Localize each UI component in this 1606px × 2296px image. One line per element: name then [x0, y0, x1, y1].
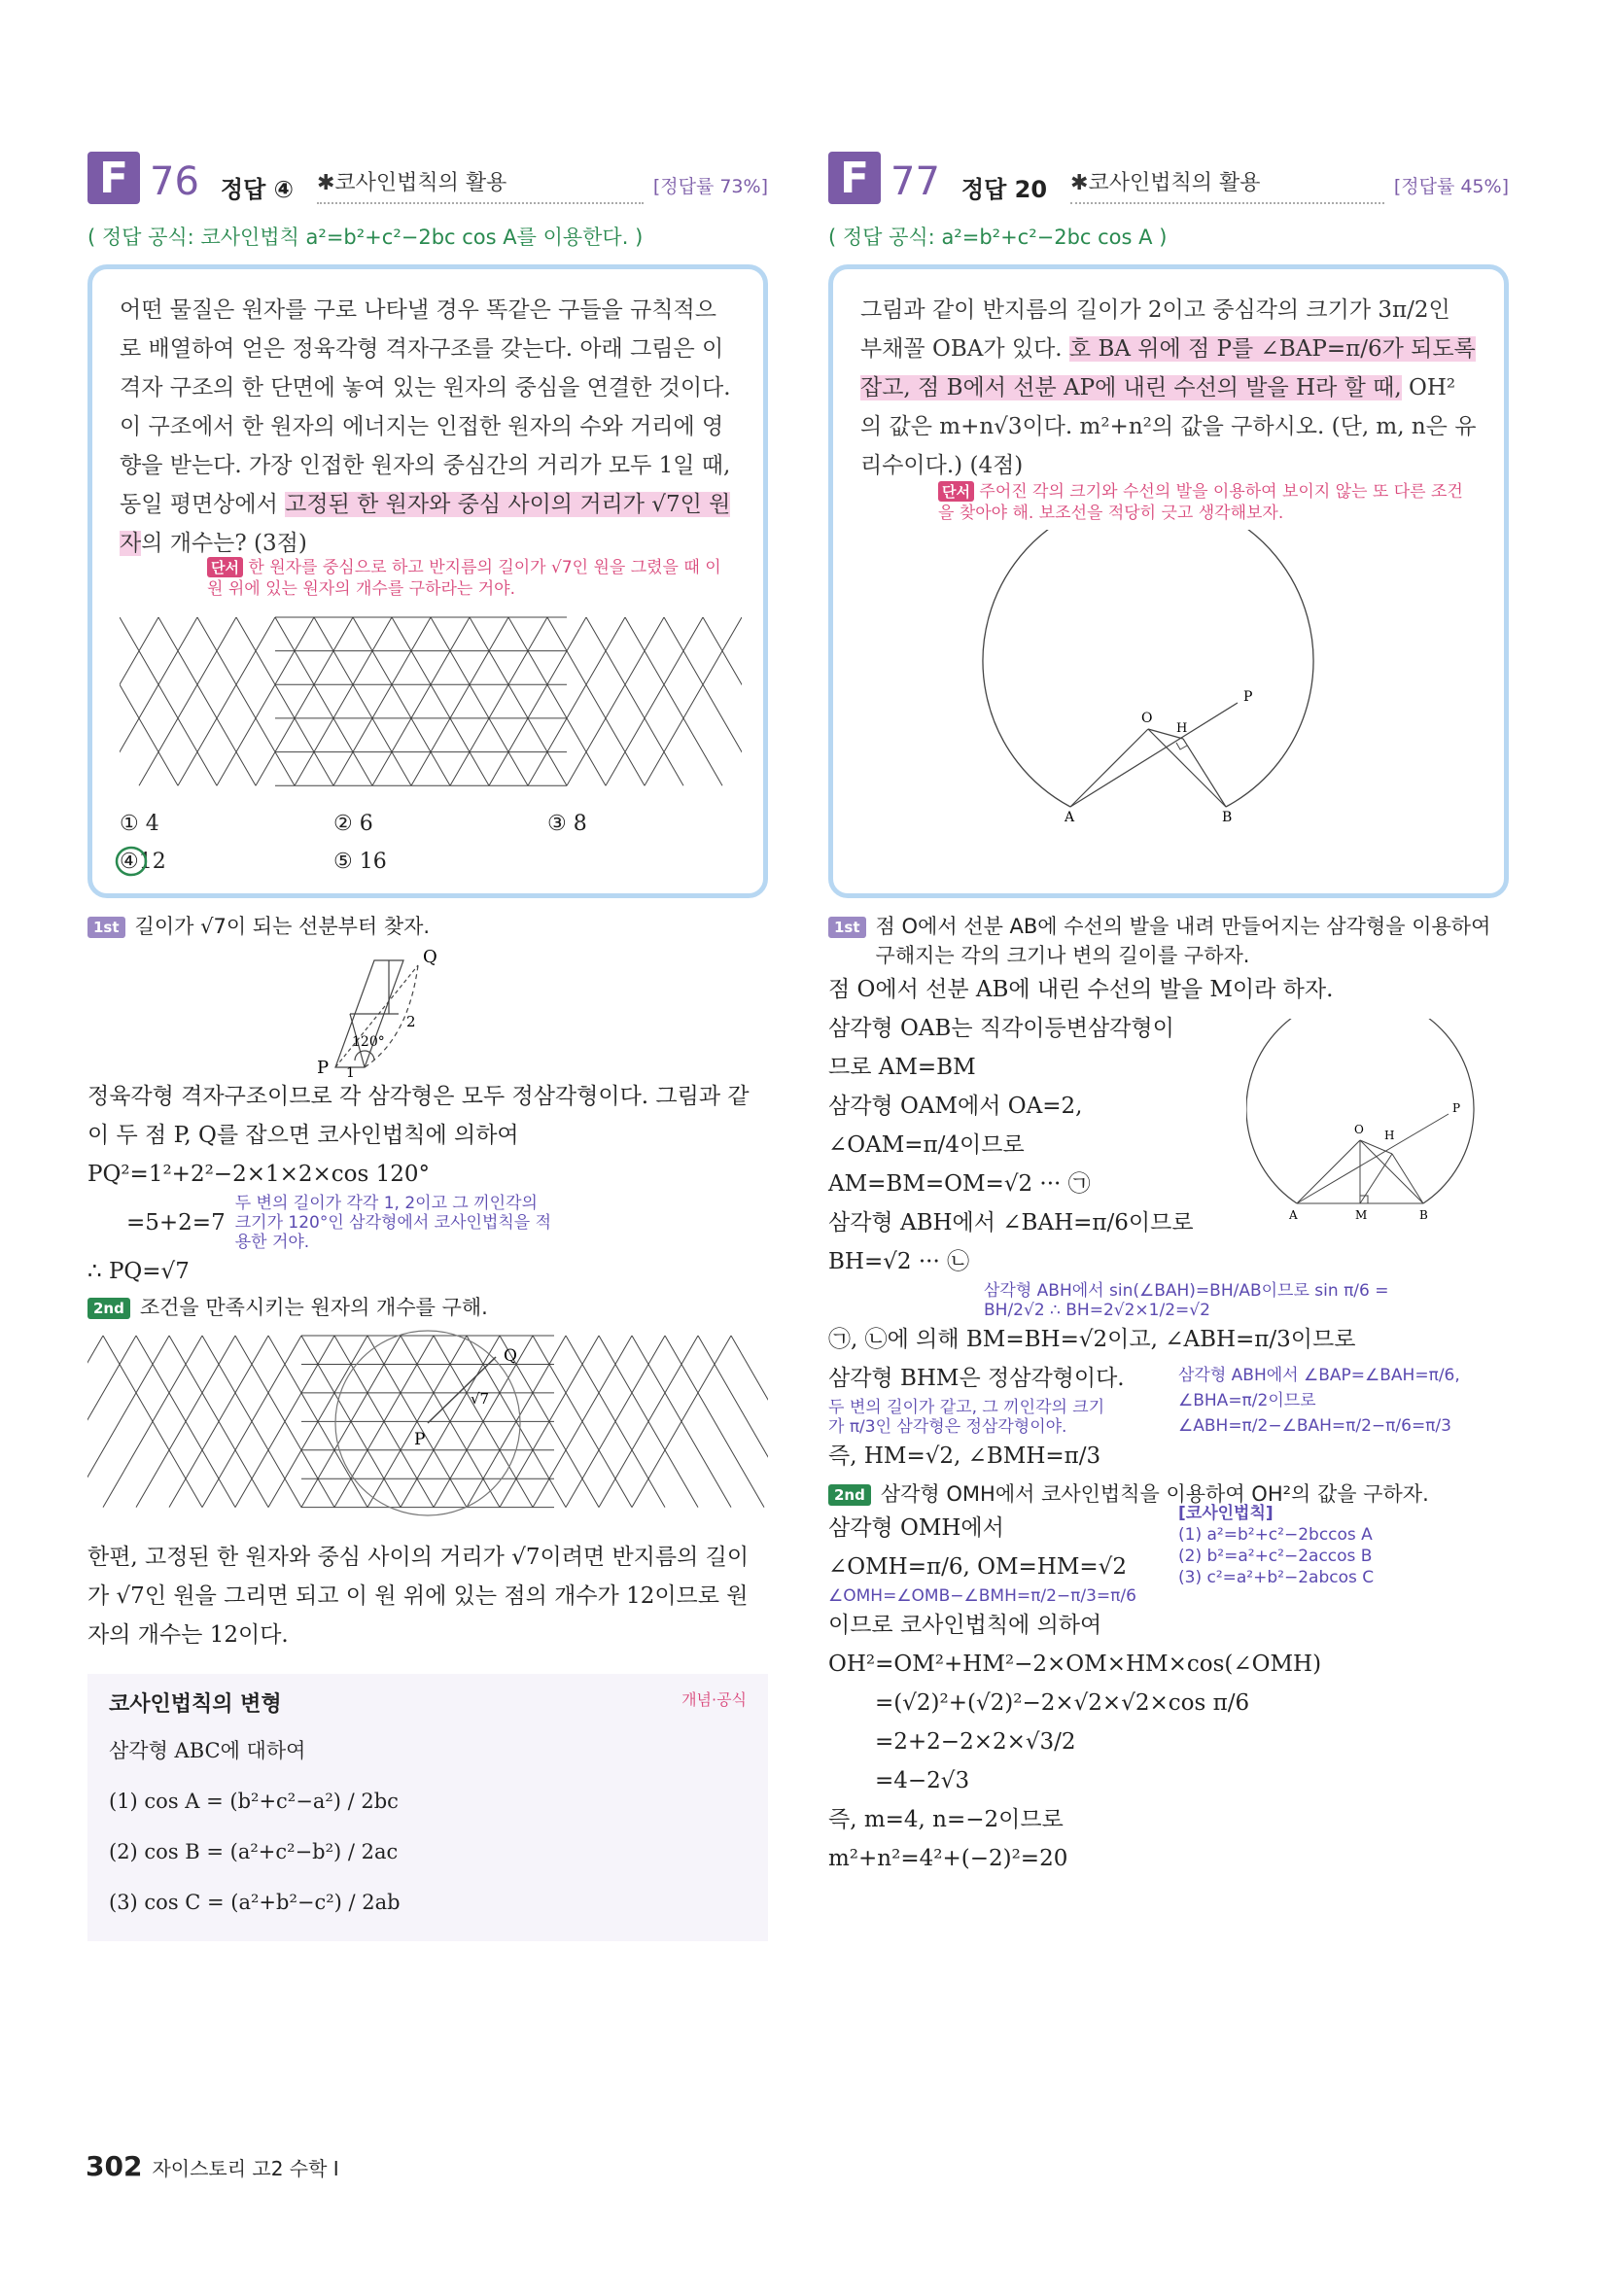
line2-0: ㉠, ㉡에 의해 BM=BH=√2이고, ∠ABH=π/3이므로: [828, 1327, 1356, 1352]
section-badge: F: [828, 152, 881, 204]
concept-item-1: (1) cos A = (b²+c²−a²) / 2bc: [109, 1790, 399, 1813]
law-box: [1178, 1503, 1431, 1588]
choice-1[interactable]: ① 4: [120, 812, 159, 836]
line4-2: =(√2)²+(√2)²−2×√2×√2×cos π/6: [875, 1690, 1250, 1716]
circle-label-p: P: [414, 1430, 426, 1449]
hint: [207, 557, 736, 600]
problem-text: [120, 291, 736, 563]
solution3-block: [828, 1504, 1509, 1878]
concept-item-3: (3) cos C = (a²+b²−c²) / 2ab: [109, 1891, 401, 1914]
sector-figure-2: [1246, 1019, 1499, 1242]
sector-label-a: A: [1065, 810, 1075, 821]
fig2-label-p: P: [1452, 1101, 1461, 1115]
step1: [828, 912, 1509, 970]
line1-5: AM=BM=OM=√2 ··· ㉠: [828, 1171, 1091, 1197]
problem-part1: 그림과 같이 반지름의 길이가 2이고 중심각의 크기가 3π/2인 부채꼴 OBA가 있다.: [860, 297, 1450, 362]
step1: [87, 912, 768, 941]
step2-badge: 2nd: [828, 1484, 871, 1506]
book-title: 자이스토리 고2 수학 I: [152, 2157, 339, 2180]
note2: 두 변의 길이가 같고, 그 끼인각의 크기가 π/3인 삼각형은 정삼각형이야.: [828, 1398, 1105, 1437]
law-item-1: (1) a²=b²+c²−2bccos A: [1178, 1525, 1373, 1545]
concept-intro: 삼각형 ABC에 대하여: [109, 1739, 306, 1762]
circle-mark-icon: [114, 844, 149, 879]
sector-label-b: B: [1222, 810, 1233, 821]
problem-box: [828, 264, 1509, 898]
concept-item-2: (2) cos B = (a²+c²−b²) / 2ac: [109, 1840, 399, 1863]
concept-header: [109, 1687, 747, 1718]
problem-box: [87, 264, 768, 898]
line4-1: OH²=OM²+HM²−2×OM×HM×cos(∠OMH): [828, 1652, 1322, 1677]
question-number: 77: [890, 159, 940, 204]
circle-label-r: √7: [471, 1390, 490, 1408]
pq-label-two: 2: [406, 1013, 416, 1030]
line4-3: =2+2−2×2×√3/2: [875, 1729, 1076, 1755]
circle-label-q: Q: [504, 1346, 517, 1366]
law-title: [코사인법칙]: [1178, 1504, 1274, 1523]
step2-text: 삼각형 OMH에서 코사인법칙을 이용하여 OH²의 값을 구하자.: [880, 1482, 1429, 1506]
pq-figure: [87, 941, 768, 1077]
line3-0: 삼각형 OMH에서: [828, 1515, 1004, 1541]
question-77: [828, 146, 1509, 1878]
solution1-block: [828, 970, 1509, 1320]
fig2-label-o: O: [1354, 1123, 1364, 1136]
pq-label-q: Q: [423, 947, 437, 967]
law-item-3: (3) c²=a²+b²−2abcos C: [1178, 1568, 1375, 1587]
fig2-label-a: A: [1289, 1208, 1298, 1222]
concept-title: 코사인법칙의 변형: [109, 1692, 282, 1717]
sector-label-h: H: [1176, 721, 1188, 736]
line4-0: 이므로 코사인법칙에 의하여: [828, 1613, 1102, 1638]
concept-box: [87, 1674, 768, 1941]
topic: ✱코사인법칙의 활용: [1070, 166, 1384, 204]
hint-tag: 단서: [207, 557, 243, 577]
choice-5[interactable]: ⑤ 16: [333, 850, 387, 874]
choice-4[interactable]: [120, 850, 333, 874]
pq-label-angle: 120°: [352, 1034, 385, 1050]
problem-highlight: 고정된 한 원자와 중심 사이의 거리가 √7인 원자: [120, 492, 731, 556]
choice-4-label: ④12: [120, 850, 166, 874]
solution2: 한편, 고정된 한 원자와 중심 사이의 거리가 √7이려면 반지름의 길이가 √7인 원을 그리면 되고 이 원 위에 있는 점의 개수가 12이므로 원자의 개수는 12이다.: [87, 1545, 750, 1648]
equation2-row: [126, 1194, 768, 1252]
sector-label-o: O: [1141, 711, 1153, 726]
step1-badge: 1st: [828, 917, 866, 938]
solution1: 정육각형 격자구조이므로 각 삼각형은 모두 정삼각형이다. 그림과 같이 두 점 P, Q를 잡으면 코사인법칙에 의하여: [87, 1084, 750, 1148]
fig2-label-m: M: [1355, 1208, 1368, 1222]
equation1: PQ²=1²+2²−2×1×2×cos 120°: [87, 1162, 431, 1187]
line1-2: 므로 AM=BM: [828, 1055, 976, 1080]
answer-formula: ( 정답 공식: 코사인법칙 a²=b²+c²−2bc cos A를 이용한다. ): [87, 226, 644, 249]
fig2-label-b: B: [1419, 1208, 1428, 1222]
page-number: 302: [86, 2150, 143, 2182]
correct-rate: [정답률 73%]: [652, 176, 768, 197]
question-header: [828, 146, 1509, 204]
line2-2: 즉, HM=√2, ∠BMH=π/3: [828, 1444, 1101, 1469]
line1-7: BH=√2 ··· ㉡: [828, 1249, 970, 1274]
hint: [938, 481, 1477, 524]
equation3: ∴ PQ=√7: [87, 1259, 190, 1284]
solution2-block: [828, 1320, 1509, 1476]
question-76: [87, 146, 768, 1941]
section-badge: F: [87, 152, 140, 204]
note3: 삼각형 ABH에서 ∠BAP=∠BAH=π/6, ∠BHA=π/2이므로 ∠ABH=π/2−∠BAH=π/2−π/6=π/3: [1178, 1366, 1460, 1436]
step1-badge: 1st: [87, 917, 125, 938]
question-header: [87, 146, 768, 204]
concept-label: 개념·공식: [681, 1690, 747, 1709]
question-number: 76: [150, 159, 199, 204]
line4-5: 즉, m=4, n=−2이므로: [828, 1807, 1064, 1832]
line1-0: 점 O에서 선분 AB에 내린 수선의 발을 M이라 하자.: [828, 977, 1334, 1002]
concept-body: [109, 1725, 747, 1928]
law-item-2: (2) b²=a²+c²−2accos B: [1178, 1547, 1373, 1566]
choice-3[interactable]: ③ 8: [547, 812, 587, 836]
choices: [120, 812, 736, 874]
line4-6: m²+n²=4²+(−2)²=20: [828, 1846, 1068, 1871]
hint-text: 주어진 각의 크기와 수선의 발을 이용하여 보이지 않는 또 다른 조건을 찾아야 해. 보조선을 적당히 긋고 생각해보자.: [938, 482, 1463, 523]
line2-1: 삼각형 BHM은 정삼각형이다.: [828, 1366, 1125, 1391]
line1-3: 삼각형 OAM에서 OA=2,: [828, 1094, 1083, 1119]
pq-label-one: 1: [346, 1065, 355, 1077]
line3-1: ∠OMH=π/6, OM=HM=√2: [828, 1554, 1127, 1580]
problem-text: [860, 291, 1477, 485]
hint-tag: 단서: [938, 481, 974, 502]
sector-label-p: P: [1243, 689, 1253, 705]
problem-highlight: 호 BA 위에 점 P를 ∠BAP=π/6가 되도록 잡고, 점 B에서 선분 AP에 내린 수선의 발을 H라 할 때,: [860, 336, 1476, 400]
step1-text: 길이가 √7이 되는 선분부터 찾자.: [134, 915, 431, 938]
pq-label-p: P: [317, 1058, 330, 1077]
answer-formula: ( 정답 공식: a²=b²+c²−2bc cos A ): [828, 226, 1168, 249]
step2-text: 조건을 만족시키는 원자의 개수를 구해.: [139, 1296, 488, 1319]
sector-figure: [860, 530, 1483, 821]
hint-text: 한 원자를 중심으로 하고 반지름의 길이가 √7인 원을 그렸을 때 이 원 위에 있는 원자의 개수를 구하라는 거야.: [207, 558, 721, 599]
line1-4: ∠OAM=π/4이므로: [828, 1132, 1025, 1158]
step2: [87, 1293, 768, 1322]
problem-part2: 의 개수는? (3점): [141, 531, 307, 556]
choice-2[interactable]: ② 6: [333, 812, 373, 836]
note4: ∠OMH=∠OMB−∠BMH=π/2−π/3=π/6: [828, 1586, 1136, 1606]
step1-text: 점 O에서 선분 AB에 수선의 발을 내려 만들어지는 삼각형을 이용하여 구해지는 각의 크기나 변의 길이를 구하자.: [875, 915, 1491, 967]
line4-4: =4−2√3: [875, 1768, 970, 1793]
lattice-figure: [120, 608, 742, 802]
problem-part1: 어떤 물질은 원자를 구로 나타낼 경우 똑같은 구들을 규칙적으로 배열하여 얻은 정육각형 격자구조를 갖는다. 아래 그림은 이 격자 구조의 한 단면에 놓여 있는 원자의 중심을 연결한 것이다. 이 구조에서 한 원자의 에너지는 인접한 원자의 수와 거리에 영향을 받는다. 가장 인접한 원자의 중심간의 거리가 모두 1일 때, 동일 평면상에서: [120, 297, 731, 517]
answer: 정답 ④: [220, 176, 294, 203]
topic: ✱코사인법칙의 활용: [317, 166, 644, 204]
page-footer: [86, 2150, 339, 2182]
problem-part2: OH²의 값은 m+n√3이다. m²+n²의 값을 구하시오. (단, m, n은 유리수이다.) (4점): [860, 375, 1477, 478]
correct-rate: [정답률 45%]: [1393, 176, 1509, 197]
equation2: =5+2=7: [126, 1210, 226, 1235]
step2-badge: 2nd: [87, 1298, 130, 1319]
circle-lattice-figure: [87, 1328, 768, 1522]
note1: 삼각형 ABH에서 sin(∠BAH)=BH/AB이므로 sin π/6 = BH/2√2 ∴ BH=2√2×1/2=√2: [984, 1281, 1389, 1320]
line1-1: 삼각형 OAB는 직각이등변삼각형이: [828, 1016, 1174, 1041]
equation2-note: 두 변의 길이가 각각 1, 2이고 그 끼인각의 크기가 120°인 삼각형에서 코사인법칙을 적용한 거야.: [234, 1194, 552, 1252]
fig2-label-h: H: [1384, 1129, 1395, 1142]
answer: 정답 20: [960, 176, 1048, 203]
line1-6: 삼각형 ABH에서 ∠BAH=π/6이므로: [828, 1210, 1194, 1235]
